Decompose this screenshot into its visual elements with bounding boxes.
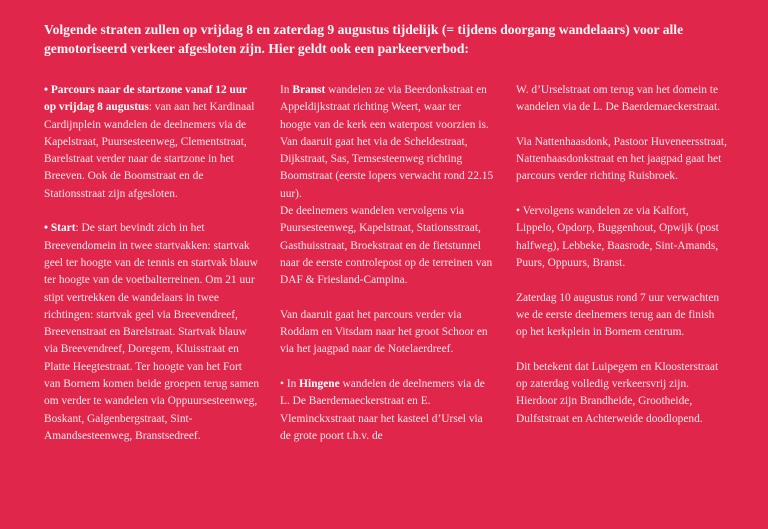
hingene-pre: • In [280, 378, 300, 391]
paragraph-scheldestraat: Van daaruit gaat het via de Scheldestraat, Dijkstraat, Sas, Temsesteenweg richting Boomstraat (eerste lopers verwacht rond 22.15 uur). [280, 135, 494, 200]
branst-pre: In [280, 84, 293, 96]
paragraph-roddam: Van daaruit gaat het parcours verder via Roddam en Vitsdam naar het groot Schoor en via het jaagpad naar de Notelaerdreef. [280, 308, 488, 356]
hingene-text: wandelen de deelnemers via de L. De Baerdemaeckerstraat en E. Vleminckxstraat naar het kasteel d’Ursel via de grote poort t.h.v. de [280, 378, 485, 442]
paragraph-start [44, 220, 260, 445]
branst-text: wandelen ze via Beerdonkstraat en Appeldijkstraat richting Weert, waar ter hoogte van de kerk een waterpost voorzien is. [280, 84, 489, 131]
paragraph-kalfort: • Vervolgens wandelen ze via Kalfort, Lippelo, Opdorp, Buggenhout, Opwijk (post halfweg), Lebbeke, Baasrode, Sint-Amands, Puurs, Oppuurs, Branst. [516, 205, 719, 269]
branst-heading: Branst [292, 84, 326, 96]
paragraph-ursel: W. d’Urselstraat om terug van het domein te wandelen via de L. De Baerdemaeckerstraat. [516, 84, 720, 114]
paragraph-hingene [280, 376, 494, 445]
hingene-heading: Hingene [299, 378, 340, 391]
paragraph-branst [280, 82, 494, 134]
start-text: : De start bevindt zich in het Breevendomein in twee startvakken: startvak geel ter hoogte van de tennis en startvak blauw ter hoogte van de voetbalterreinen. Om 21 uur stipt vertrekken de wandelaars in twee richtingen: startvak geel via Breevendreef, Breevenstraat en Barelstraat. Startvak blauw via Breevendreef, Doregem, Kluisstraat en Platte Heegtestraat. Ter hoogte van het Fort van Bornem komen beide groepen terug samen om verder te wandelen via Oppuursesteenweg, Boskant, Galgenbergstraat, Sint-Amandsesteenweg, Branstsedreef. [44, 222, 260, 442]
column-3 [516, 82, 728, 445]
paragraph-luipegem: Dit betekent dat Luipegem en Kloosterstraat op zaterdag volledig verkeersvrij zijn. Hierdoor zijn Brandheide, Grootheide, Dulfststraat en Achterweide doodlopend. [516, 360, 719, 425]
column-1 [44, 82, 260, 463]
parcours-text: : van aan het Kardinaal Cardijnplein wandelen de deelnemers via de Kapelstraat, Puursesteenweg, Clementstraat, Barelstraat verder naar de startzone in het Breeven. Ook de Boomstraat en de Stationsstraat zijn afgesloten. [44, 101, 255, 200]
paragraph-puursesteenweg: De deelnemers wandelen vervolgens via Puursesteenweg, Kapelstraat, Stationsstraat, Gasthuisstraat, Broekstraat en de fietstunnel naar de eerste controlepost op de terreinen van DAF & Friesland-Campina. [280, 205, 493, 287]
paragraph-parcours-startzone [44, 82, 260, 203]
intro-heading: Volgende straten zullen op vrijdag 8 en zaterdag 9 augustus tijdelijk (= tijdens doorgang wandelaars) voor alle gemotoriseerd verkeer afgesloten zijn. Hier geldt ook een parkeerverbod: [44, 22, 684, 56]
paragraph-nattenhaasdonk: Via Nattenhaasdonk, Pastoor Huveneersstraat, Nattenhaasdonkstraat en het jaagpad gaat het parcours verder richting Ruisbroek. [516, 135, 727, 183]
paragraph-zaterdag: Zaterdag 10 augustus rond 7 uur verwachten we de eerste deelnemers terug aan de finish op het kerkplein in Bornem centrum. [516, 291, 720, 339]
parcours-heading: • Parcours naar de startzone vanaf 12 uur op vrijdag 8 augustus [44, 84, 248, 114]
start-heading: • Start [44, 222, 76, 235]
column-2 [280, 82, 494, 463]
